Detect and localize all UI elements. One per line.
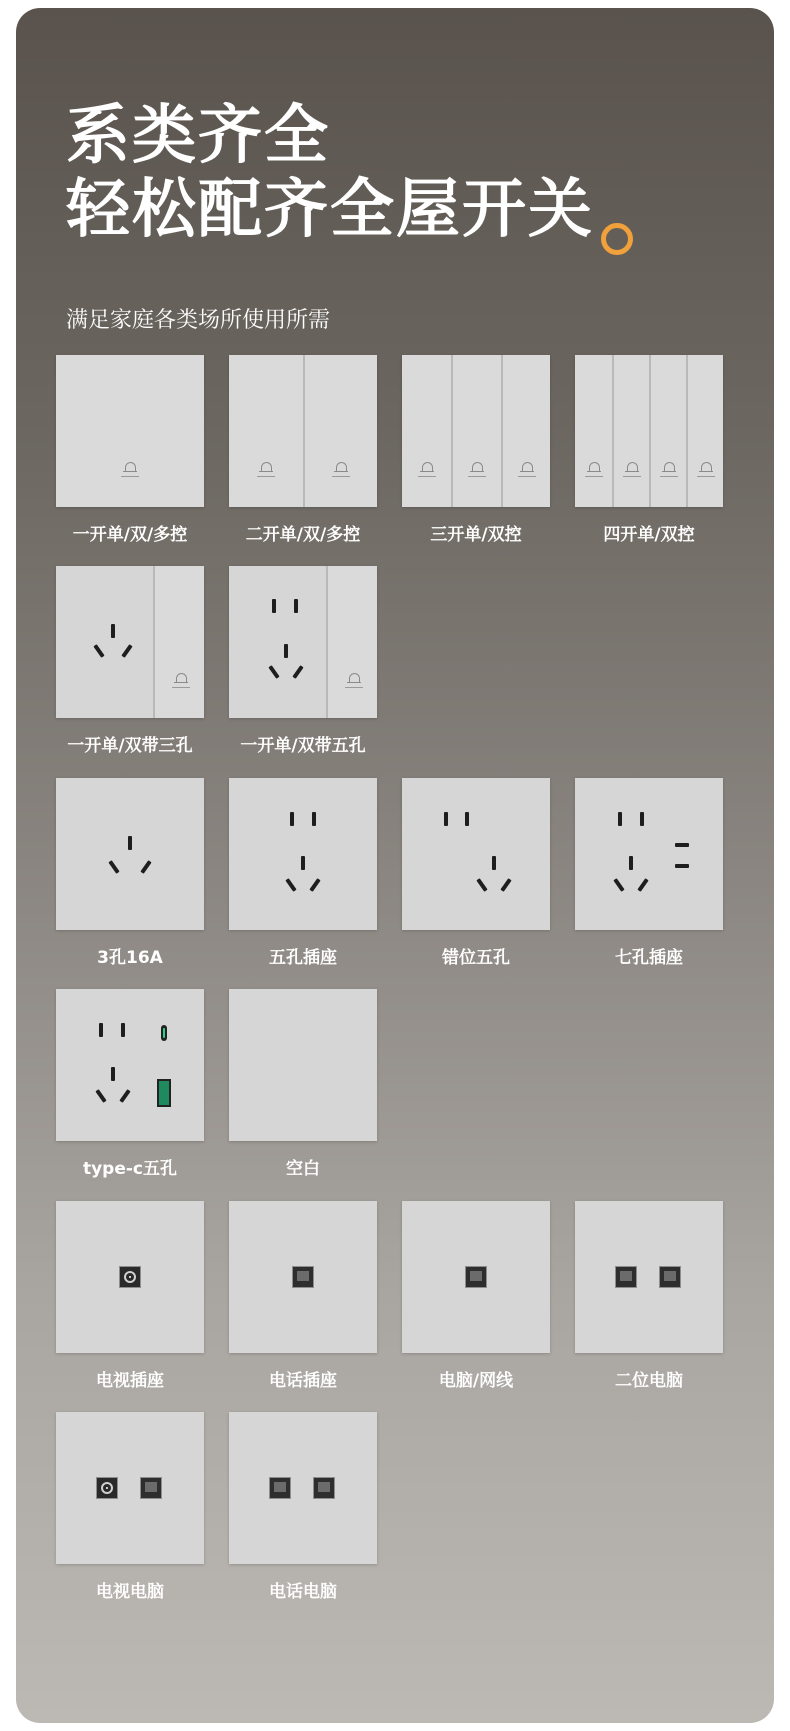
socket-hole (268, 665, 279, 679)
product-label: 二开单/双/多控 (245, 525, 361, 545)
typec-port-icon (161, 1025, 167, 1041)
product-tile-2gang-switch[interactable] (229, 355, 377, 545)
product-label: 电话电脑 (269, 1582, 337, 1602)
product-tile-offset-5hole[interactable] (402, 778, 550, 968)
switch-rocker (501, 355, 550, 507)
socket-hole (121, 1023, 125, 1037)
socket-hole (284, 644, 288, 658)
socket-panel (229, 1201, 377, 1353)
socket-hole (290, 812, 294, 826)
bell-icon (522, 462, 533, 471)
socket-panel (56, 989, 204, 1141)
accent-ring-icon (601, 223, 633, 255)
brand-mark (688, 476, 723, 477)
bell-icon (627, 462, 638, 471)
socket-panel (575, 778, 723, 930)
phone-port-icon (292, 1266, 314, 1288)
combo-panel (229, 566, 377, 718)
switch-rocker (649, 355, 686, 507)
socket-hole (500, 878, 511, 892)
socket-hole (272, 599, 276, 613)
socket-panel (402, 778, 550, 930)
switch-panel (229, 355, 377, 507)
socket-panel (229, 1412, 377, 1564)
bell-icon (664, 462, 675, 471)
tv-port-icon (96, 1477, 118, 1499)
switch-rocker (612, 355, 649, 507)
switch-panel (575, 355, 723, 507)
network-port-icon (140, 1477, 162, 1499)
socket-hole (309, 878, 320, 892)
socket-hole (111, 1067, 115, 1081)
switch-rocker (402, 355, 451, 507)
socket-hole (140, 860, 151, 874)
combo-panel (56, 566, 204, 718)
socket-hole (111, 624, 115, 638)
product-tile-tv[interactable] (56, 1201, 204, 1391)
socket-hole (675, 843, 689, 847)
socket-hole (292, 665, 303, 679)
bell-icon (472, 462, 483, 471)
switch-rocker (686, 355, 723, 507)
switch-rocker (451, 355, 501, 507)
product-label: 错位五孔 (442, 948, 510, 968)
product-tile-typec-5hole[interactable] (56, 989, 204, 1179)
socket-hole (637, 878, 648, 892)
socket-hole (675, 864, 689, 868)
brand-mark (453, 476, 501, 477)
product-tile-5hole[interactable] (229, 778, 377, 968)
switch-rocker (56, 355, 204, 507)
page-title-line1: 系类齐全 (66, 99, 330, 173)
bell-icon (589, 462, 600, 471)
switch-rocker (326, 566, 377, 718)
socket-panel (402, 1201, 550, 1353)
product-label: 电脑/网线 (438, 1371, 514, 1391)
socket-hole (95, 1089, 106, 1103)
brand-mark (328, 687, 377, 688)
product-tile-1gang-switch[interactable] (56, 355, 204, 545)
product-label: 电话插座 (269, 1371, 337, 1391)
socket-hole (119, 1089, 130, 1103)
bell-icon (349, 673, 360, 682)
product-label: 二位电脑 (615, 1371, 683, 1391)
socket-hole (613, 878, 624, 892)
product-label: 3孔16A (97, 948, 163, 968)
blank-panel (229, 989, 377, 1141)
bell-icon (701, 462, 712, 471)
brand-mark (503, 476, 550, 477)
product-tile-switch-5hole[interactable] (229, 566, 377, 756)
product-label: 一开单/双带五孔 (240, 736, 366, 756)
brand-mark (575, 476, 612, 477)
product-tile-4gang-switch[interactable] (575, 355, 723, 545)
product-tile-blank[interactable] (229, 989, 377, 1179)
socket-hole (444, 812, 448, 826)
product-card (16, 8, 774, 1723)
product-label: type-c五孔 (82, 1159, 178, 1179)
socket-hole (99, 1023, 103, 1037)
socket-hole (476, 878, 487, 892)
product-label: 一开单/双带三孔 (67, 736, 193, 756)
product-tile-tv-network[interactable] (56, 1412, 204, 1602)
product-tile-phone[interactable] (229, 1201, 377, 1391)
phone-port-icon (269, 1477, 291, 1499)
product-label: 三开单/双控 (430, 525, 522, 545)
product-tile-network[interactable] (402, 1201, 550, 1391)
socket-panel (575, 1201, 723, 1353)
socket-hole (121, 644, 132, 658)
product-label: 电视插座 (96, 1371, 164, 1391)
usb-port-icon (157, 1079, 171, 1107)
product-label: 五孔插座 (269, 948, 337, 968)
brand-mark (614, 476, 649, 477)
brand-mark (651, 476, 686, 477)
product-tile-switch-3hole[interactable] (56, 566, 204, 756)
socket-hole (128, 836, 132, 850)
socket-hole (312, 812, 316, 826)
brand-mark (56, 476, 204, 477)
product-label: 七孔插座 (615, 948, 683, 968)
network-port-icon (659, 1266, 681, 1288)
network-port-icon (313, 1477, 335, 1499)
product-label: 空白 (286, 1159, 320, 1179)
switch-panel (402, 355, 550, 507)
brand-mark (305, 476, 377, 477)
socket-hole (618, 812, 622, 826)
brand-mark (155, 687, 204, 688)
socket-hole (108, 860, 119, 874)
bell-icon (176, 673, 187, 682)
product-tile-phone-network[interactable] (229, 1412, 377, 1602)
product-tile-dual-network[interactable] (575, 1201, 723, 1391)
socket-hole (285, 878, 296, 892)
socket-hole (492, 856, 496, 870)
network-port-icon (615, 1266, 637, 1288)
socket-panel (56, 1201, 204, 1353)
bell-icon (422, 462, 433, 471)
socket-hole (301, 856, 305, 870)
socket-hole (465, 812, 469, 826)
brand-mark (402, 476, 451, 477)
switch-rocker (153, 566, 204, 718)
product-tile-7hole[interactable] (575, 778, 723, 968)
tv-port-icon (119, 1266, 141, 1288)
switch-rocker (575, 355, 612, 507)
switch-rocker (303, 355, 377, 507)
socket-hole (93, 644, 104, 658)
socket-panel (56, 778, 204, 930)
network-port-icon (465, 1266, 487, 1288)
product-label: 电视电脑 (96, 1582, 164, 1602)
socket-hole (640, 812, 644, 826)
socket-hole (294, 599, 298, 613)
bell-icon (261, 462, 272, 471)
socket-panel (56, 1412, 204, 1564)
product-label: 四开单/双控 (603, 525, 695, 545)
page-title-line2: 轻松配齐全屋开关 (66, 173, 594, 247)
switch-panel (56, 355, 204, 507)
product-tile-3hole-16a[interactable] (56, 778, 204, 968)
product-tile-3gang-switch[interactable] (402, 355, 550, 545)
socket-hole (629, 856, 633, 870)
bell-icon (125, 462, 136, 471)
socket-panel (229, 778, 377, 930)
product-label: 一开单/双/多控 (72, 525, 188, 545)
page-subtitle: 满足家庭各类场所使用所需 (66, 308, 331, 333)
switch-rocker (229, 355, 303, 507)
bell-icon (336, 462, 347, 471)
brand-mark (229, 476, 303, 477)
